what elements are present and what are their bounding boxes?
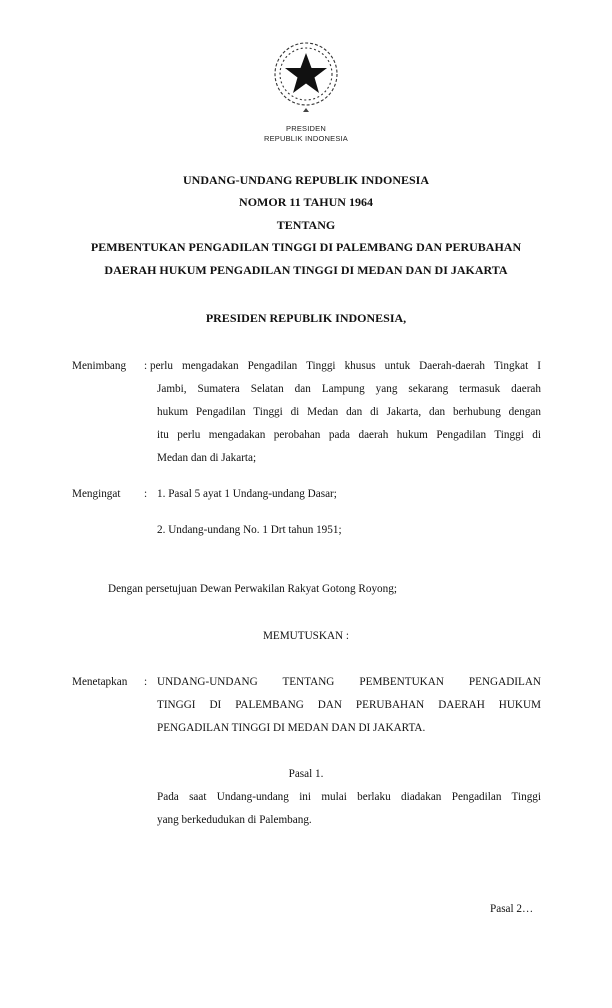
mengingat-item: 1. Pasal 5 ayat 1 Undang-undang Dasar; [157, 488, 337, 500]
menimbang-colon: : [144, 360, 148, 372]
law-subject-line2: DAERAH HUKUM PENGADILAN TINGGI DI MEDAN DAN DI JAKARTA [104, 263, 508, 277]
seal-caption-republic: REPUBLIK INDONESIA [263, 134, 349, 143]
menetapkan-line: TINGGI DI PALEMBANG DAN PERUBAHAN DAERAH HUKUM [157, 699, 541, 711]
presidential-seal-icon [268, 38, 344, 114]
mengingat-label: Mengingat [72, 488, 121, 500]
pasal1-line: yang berkedudukan di Palembang. [157, 814, 312, 826]
law-title: UNDANG-UNDANG REPUBLIK INDONESIA [182, 173, 430, 187]
menetapkan-colon: : [144, 676, 148, 688]
law-tentang: TENTANG [276, 218, 336, 232]
pasal1-title: Pasal 1. [288, 768, 324, 780]
menimbang-line: hukum Pengadilan Tinggi di Medan dan di Jakarta, dan berhubung dengan [157, 406, 541, 418]
persetujuan-text: Dengan persetujuan Dewan Perwakilan Rakyat Gotong Royong; [108, 583, 397, 595]
menetapkan-line: UNDANG-UNDANG TENTANG PEMBENTUKAN PENGADILAN [157, 676, 541, 688]
president-heading: PRESIDEN REPUBLIK INDONESIA, [205, 311, 407, 325]
menetapkan-line: PENGADILAN TINGGI DI MEDAN DAN DI JAKARTA. [157, 722, 426, 734]
menimbang-label: Menimbang [72, 360, 127, 372]
mengingat-colon: : [144, 488, 148, 500]
menimbang-line: perlu mengadakan Pengadilan Tinggi khusus untuk Daerah-daerah Tingkat I [150, 360, 541, 372]
menimbang-line: Medan dan di Jakarta; [157, 452, 257, 464]
memutuskan-heading: MEMUTUSKAN : [262, 630, 350, 642]
menimbang-line: itu perlu mengadakan perobahan pada daerah hukum Pengadilan Tinggi di [157, 429, 541, 441]
mengingat-item: 2. Undang-undang No. 1 Drt tahun 1951; [157, 524, 342, 536]
seal-caption-president: PRESIDEN [286, 124, 326, 133]
law-number: NOMOR 11 TAHUN 1964 [239, 195, 373, 209]
menetapkan-label: Menetapkan [72, 676, 128, 688]
menimbang-line: Jambi, Sumatera Selatan dan Lampung yang sekarang termasuk daerah [157, 383, 541, 395]
law-subject-line1: PEMBENTUKAN PENGADILAN TINGGI DI PALEMBANG DAN PERUBAHAN [90, 240, 522, 254]
pasal1-line: Pada saat Undang-undang ini mulai berlaku diadakan Pengadilan Tinggi [157, 791, 541, 803]
page-continuation: Pasal 2… [490, 903, 534, 915]
